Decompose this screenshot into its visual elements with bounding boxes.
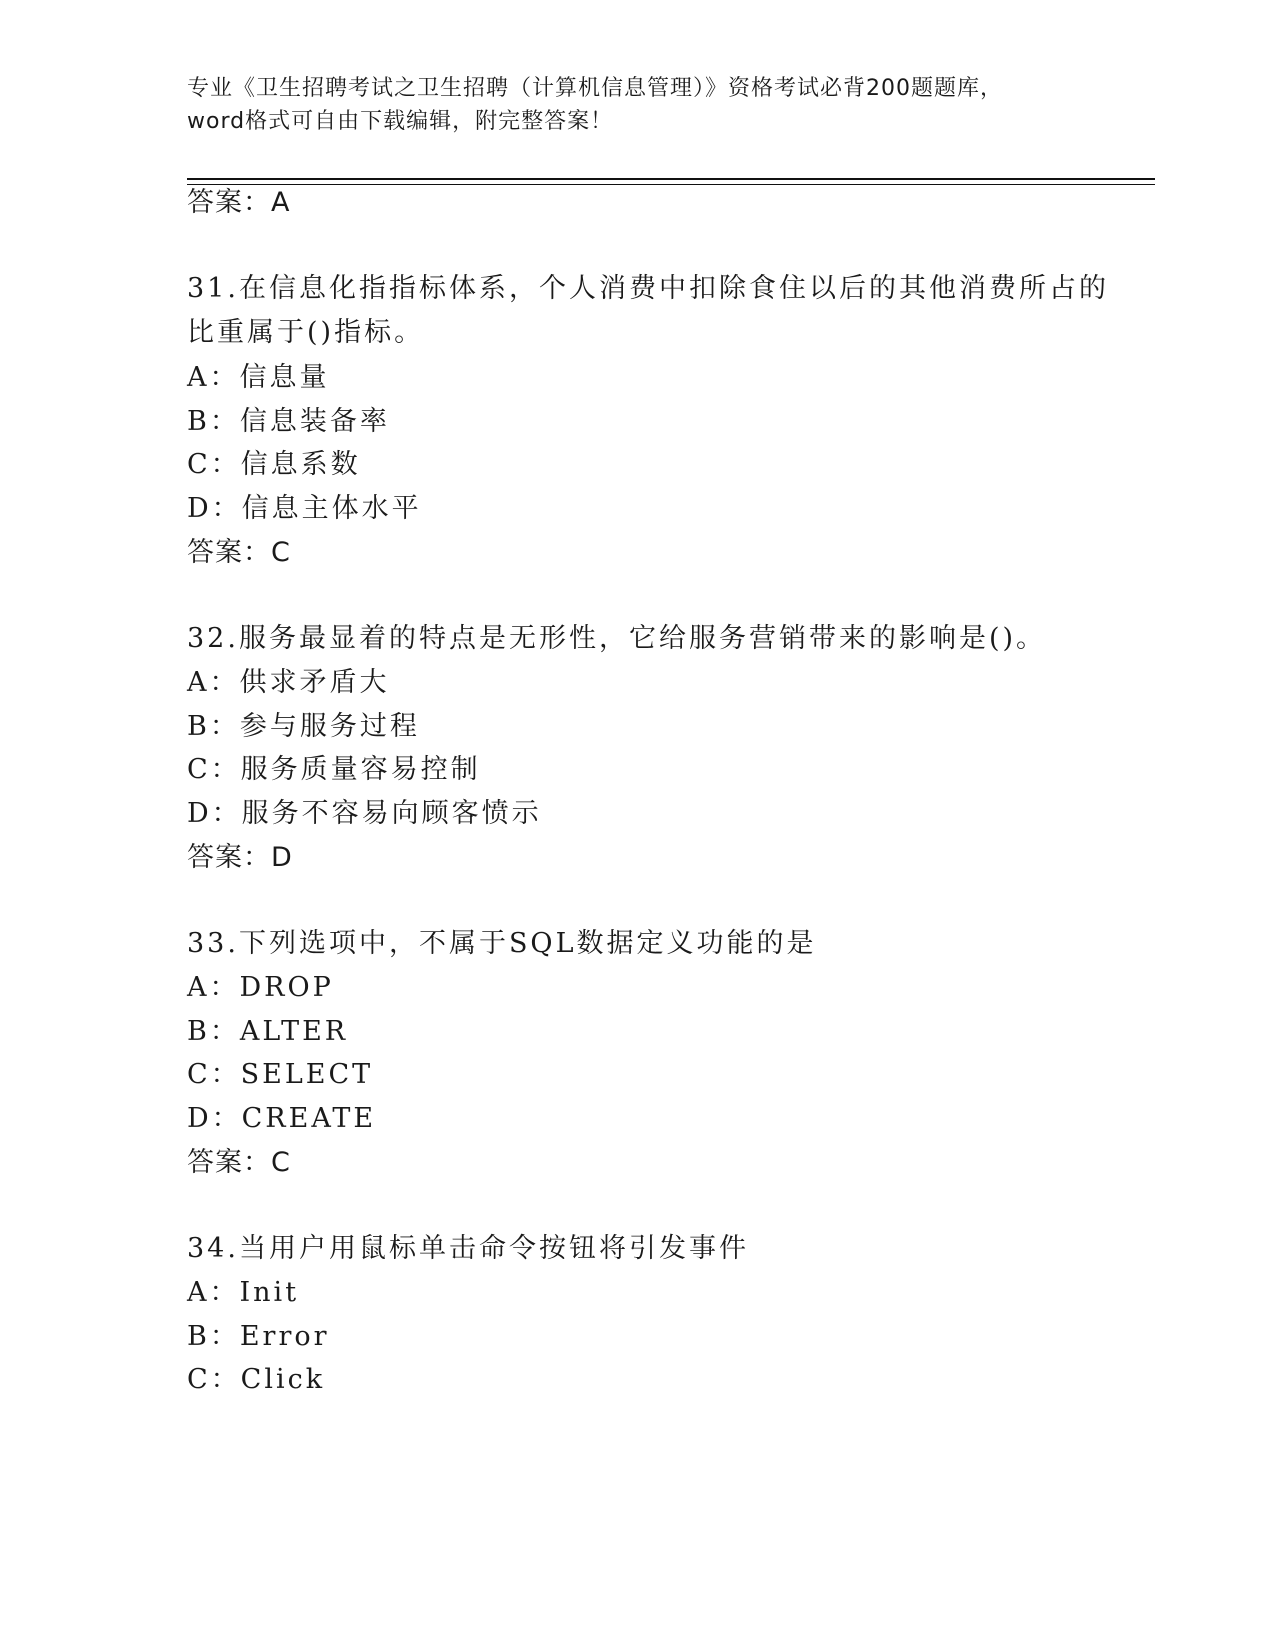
question-32-text: 32.服务最显着的特点是无形性，它给服务营销带来的影响是()。 [187,623,1047,654]
question-32-option-b: B：参与服务过程 [187,711,420,742]
header-divider-thick [187,178,1155,180]
question-31-option-d: D：信息主体水平 [187,493,422,524]
question-34-option-c: C：Click [187,1364,326,1395]
header-divider-thin [187,184,1155,185]
question-33-option-a: A：DROP [187,972,334,1003]
question-32-option-d: D：服务不容易向顾客愤示 [187,798,542,829]
answer-32: 答案：D [187,842,293,873]
question-34-option-b: B：Error [187,1321,330,1352]
header-title-line-2: word格式可自由下载编辑，附完整答案！ [187,109,614,134]
question-31-option-a: A：信息量 [187,362,330,393]
answer-33: 答案：C [187,1147,291,1178]
question-32-option-a: A：供求矛盾大 [187,667,390,698]
question-31-text-line-2: 比重属于()指标。 [187,317,425,348]
header-title-line-1: 专业《卫生招聘考试之卫生招聘（计算机信息管理）》资格考试必背200题题库， [187,76,1003,101]
question-33-option-b: B：ALTER [187,1016,349,1047]
question-34-option-a: A：Init [187,1277,300,1308]
question-31-option-c: C：信息系数 [187,449,361,480]
question-33-option-c: C：SELECT [187,1059,374,1090]
question-32-option-c: C：服务质量容易控制 [187,754,481,785]
question-33-text: 33.下列选项中，不属于SQL数据定义功能的是 [187,928,817,959]
answer-31: 答案：C [187,537,291,568]
answer-30: 答案：A [187,187,291,218]
question-31-text-line-1: 31.在信息化指指标体系，个人消费中扣除食住以后的其他消费所占的 [187,273,1109,304]
question-33-option-d: D：CREATE [187,1103,377,1134]
question-31-option-b: B：信息装备率 [187,406,390,437]
document-header [187,72,1087,138]
question-34-text: 34.当用户用鼠标单击命令按钮将引发事件 [187,1233,749,1264]
